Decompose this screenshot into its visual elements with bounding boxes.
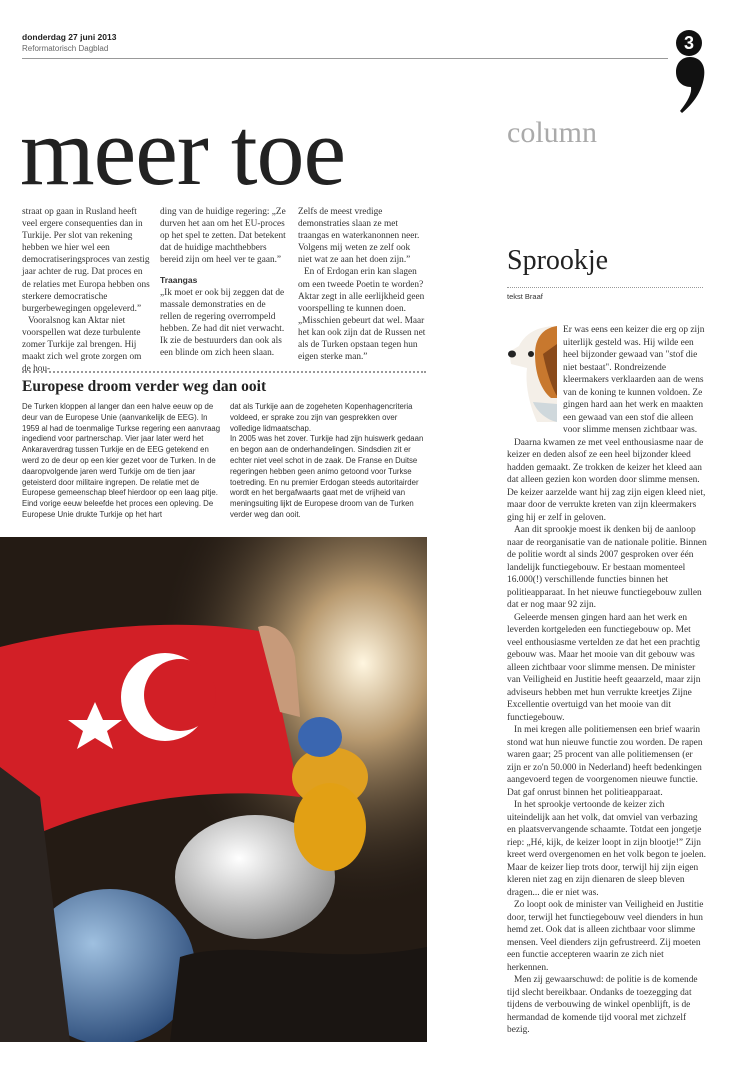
paragraph: Daarna kwamen ze met veel enthousiasme naar de keizer en deden alsof ze een heel bijzonder kleed hadden gemaakt. Ze trokken de keizer het kleed aan dat alleen gezien kon worden door slimme mensen. De keizer aarzelde want hij zag zijn eigen kleed niet, maar door de verrukte kreten van zijn kleermakers ging hij er zelf in geloven. <box>507 437 706 523</box>
column-title: Sprookje <box>507 245 609 276</box>
header-rule <box>22 58 668 59</box>
article-headline: meer toe <box>20 98 346 205</box>
paragraph: In mei kregen alle politiemensen een brief waarin stond wat hun nieuwe functie zou worden. De rapen waren gaar; 25 procent van alle politiemensen (er zijn er zo'n 50.000 in Nederland) heeft bedenkingen aangevoerd tegen de voorgenomen nieuwe functie. Dat gaf onrust binnen het politieapparaat. <box>507 725 703 798</box>
paragraph: „Ik moet er ook bij zeggen dat de massale demonstraties en de rellen de regering overrompeld hebben. Ze had dit niet verwacht. Ik zie de bestuurders dan ook als een blinde om zich heen slaan. <box>160 287 285 359</box>
dog-illustration <box>507 324 563 426</box>
byline: tekst Braaf <box>507 292 543 301</box>
paragraph: Er was eens een keizer die erg op zijn uiterlijk gesteld was. Hij wilde een heel bijzonder gewaad van "stof die niet bestaat". Rondreizende kleermakers verklaarden aan de wens van de koning te kunnen voldoen. Ze gingen hard aan het werk en maakten een gewaad van een stof die alleen voor slimme mensen zichtbaar was. <box>563 325 705 435</box>
paragraph: En of Erdogan erin kan slagen om een tweede Poetin te worden? Aktar zegt in alle eerlijkheid geen voorspelling te kunnen doen. „Misschien gebeurt dat wel. Maar het kan ook zijn dat de Russen net als de Turken opstaan tegen hun eigen sterke man.” <box>298 267 426 363</box>
paragraph: dat als Turkije aan de zogeheten Kopenhagencriteria voldeed, er sprake zou zijn van gesprekken over volledige lidmaatschap. <box>230 402 413 433</box>
protest-photo <box>0 537 427 1042</box>
paragraph: Aan dit sprookje moest ik denken bij de aanloop naar de reorganisatie van de nationale politie. Binnen de politie wordt al sinds 2007 gesproken over één landelijk functiegebouw. Er bestaan momenteel 16.000(!) verschillende functies binnen het politieapparaat. In het nieuwe functiegebouw zullen dat er nog maar 92 zijn. <box>507 525 707 610</box>
paragraph: Vooralsnog kan Aktar niet voorspellen wat deze turbulente zomer Turkije zal brengen. Hij maakt zich wel grote zorgen om de hou- <box>22 315 142 375</box>
paragraph: Zelfs de meest vredige demonstraties slaan ze met traangas en waterkanonnen neer. Volgens mij weten ze zelf ook niet wat ze aan het doen zijn.” <box>298 207 420 266</box>
subheading: Traangas <box>160 275 198 286</box>
dotted-divider <box>507 287 703 288</box>
comma-logo-icon <box>676 57 706 113</box>
box-title: Europese droom verder weg dan ooit <box>22 378 267 395</box>
dotted-divider <box>22 371 426 373</box>
paragraph: In het sprookje vertoonde de keizer zich uiteindelijk aan het volk, dat omviel van verbazing en plaatsvervangende schaamte. Totdat een jongetje riep: „Hé, kijk, de keizer loopt in zijn blootje!” Zijn kreet werd overgenomen en het volk begon te joelen. Maar de keizer liep trots door, terwijl hij zijn eigen kleren niet zag en zijn dienaren de sleep bleven dragen... die er niet was. <box>507 800 706 898</box>
issue-date: donderdag 27 juni 2013 <box>22 32 117 42</box>
column-body <box>507 324 707 1037</box>
page-number: 3 <box>676 30 702 56</box>
paragraph: In 2005 was het zover. Turkije had zijn huiswerk gedaan en begon aan de onderhandelingen. Sindsdien zit er echter niet veel schot in de zaak. De Franse en Duitse regeringen hebben geen animo getoond voor Turkse toetreding. En nu premier Erdogan steeds autoritairder wordt en het bergafwaarts gaat met de vrijheid van meningsuiting lijkt de Europese droom van de Turken verder weg dan ooit. <box>230 434 424 519</box>
paragraph: Zo loopt ook de minister van Veiligheid en Justitie door, terwijl het functiegebouw veel dienders in hun hemd zet. Ook dat is alleen zichtbaar voor slimme mensen. Veel dienders zijn gefrustreerd. Zij moeten een functie accepteren waarin ze zich niet herkennen. <box>507 900 704 973</box>
paragraph: straat op gaan in Rusland heeft veel ergere consequenties dan in Turkije. Per slot van rekening hebben we hier wel een democratiseringsproces van zestig jaar achter de rug. Dat proces en de relaties met Europa hebben ons sterkere democratische burgerbewegingen opgeleverd.” <box>22 207 150 314</box>
paragraph: De Turken kloppen al langer dan een halve eeuw op de deur van de Europese Unie (aanvankelijk de EEG). In 1959 al had de toenmalige Turkse regering een aanvraag ingediend voor partnerschap. Vier jaar later werd het Ankaraverdrag tussen Turkije en de EEG getekend en werd zo de deur op een kier gezet voor de Turken. In de daaropvolgende jaren werd Turkije om de tien jaar geteisterd door militaire ingrepen. De relatie met de Europese gemeenschap bleef hierdoor op een laag pitje. Eind vorige eeuw beleefde het proces een opleving. De Europese Unie drukte Turkije op het hart <box>22 402 221 519</box>
article-column-1 <box>22 206 150 375</box>
paragraph: ding van de huidige regering: „Ze durven het aan om het EU-proces op het spel te zetten. Dat betekent dat de huidige machthebbers bereid zijn om heel ver te gaan.” <box>160 207 286 266</box>
paragraph: Men zij gewaarschuwd: de politie is de komende tijd slecht bereikbaar. Ondanks de toezegging dat tijdens de verbouwing de winkel openblijft, is de hermandad de komende tijd vooral met zichzelf bezig. <box>507 975 698 1035</box>
box-column-2 <box>230 402 428 521</box>
paragraph: Geleerde mensen gingen hard aan het werk en leverden kortgeleden een functiegebouw op. Met veel enthousiasme vertelden ze dat het een prachtig gebouw was. Maar het mooie van dit gebouw was alleen zichtbaar voor slimme mensen. De minister van Veiligheid en Justitie heeft geaarzeld, maar zijn adviseurs hebben met hun verrukte kreetjes Zijne Excellentie overtuigd van het mooie van dit functiegebouw. <box>507 612 701 723</box>
section-label: column <box>507 116 597 149</box>
box-column-1 <box>22 402 222 521</box>
article-column-3 <box>298 206 426 363</box>
article-column-2 <box>160 206 288 359</box>
publication-name: Reformatorisch Dagblad <box>22 44 109 53</box>
